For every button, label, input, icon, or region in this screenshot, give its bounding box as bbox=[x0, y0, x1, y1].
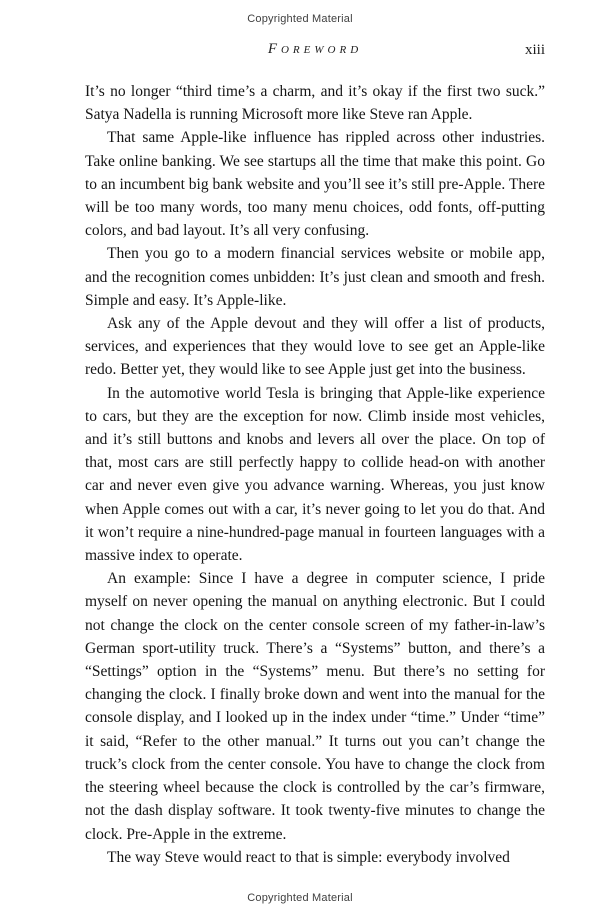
paragraph: An example: Since I have a degree in computer science, I pride myself on never opening the manual on anything electronic. But I could not change the clock on the center console screen of my father-in-law’s German sport-utility truck. There’s a “Systems” button, and there’s a “Settings” option in the “Systems” menu. But there’s no setting for changing the clock. I finally broke down and went into the manual for the console display, and I looked up in the index under “time.” Under “time” it said, “Refer to the other manual.” It turns out you can’t change the truck’s clock from the center console. You have to change the clock from the steering wheel because the clock is controlled by the car’s firmware, not the dash display software. It took twenty-five minutes to change the clock. Pre-Apple in the extreme. bbox=[85, 570, 545, 843]
copyright-notice-top: Copyrighted Material bbox=[247, 13, 353, 25]
page-header bbox=[85, 41, 545, 63]
paragraph: Then you go to a modern financial services website or mobile app, and the recognition comes unbidden: It’s just clean and smooth and fresh. Simple and easy. It’s Apple-like. bbox=[85, 245, 545, 309]
paragraph: That same Apple-like influence has rippled across other industries. Take online banking. We see startups all the time that make this point. Go to an incumbent big bank website and you’ll see it’s still pre-Apple. There will be too many words, too many menu choices, odd fonts, off-putting colors, and bad layout. It’s all very confusing. bbox=[85, 129, 545, 240]
body-text-block bbox=[85, 80, 545, 869]
paragraph: It’s no longer “third time’s a charm, and it’s okay if the first two suck.” Satya Nadella is running Microsoft more like Steve ran Apple. bbox=[85, 83, 545, 124]
paragraph: Ask any of the Apple devout and they will offer a list of products, services, and experiences that they would love to see get an Apple-like redo. Better yet, they would like to see Apple just get into the business. bbox=[85, 315, 545, 379]
chapter-title: Foreword bbox=[267, 41, 363, 57]
page-number: xiii bbox=[524, 42, 545, 58]
paragraph: In the automotive world Tesla is bringing that Apple-like experience to cars, but they are the exception for now. Climb inside most vehicles, and it’s still buttons and knobs and levers all over the place. On top of that, most cars are still perfectly happy to collide head-on with another car and never even give you advance warning. Whereas, you just know when Apple comes out with a car, it’s never going to let you do that. And it won’t require a nine-hundred-page manual in fourteen languages with a massive index to operate. bbox=[85, 384, 545, 565]
paragraph: The way Steve would react to that is simple: everybody involved bbox=[107, 848, 510, 866]
copyright-notice-bottom: Copyrighted Material bbox=[247, 892, 353, 904]
